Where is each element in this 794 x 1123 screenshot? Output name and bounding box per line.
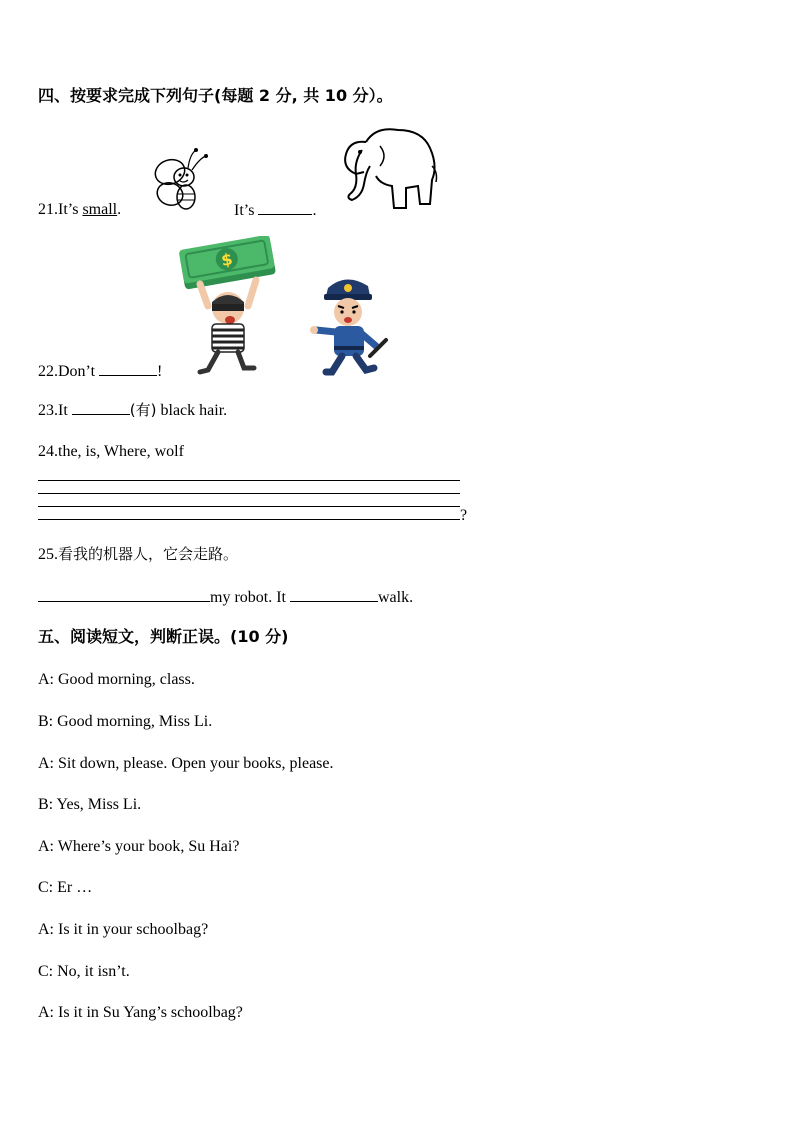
q21-answer-blank[interactable]: [258, 200, 312, 215]
svg-text:$: $: [219, 249, 235, 270]
dialogue-line: A: Sit down, please. Open your books, please.: [38, 755, 334, 772]
question-25-answer: [38, 587, 413, 608]
dialogue-line: B: Yes, Miss Li.: [38, 796, 142, 813]
question-22: [38, 361, 162, 382]
q21-part2: It’s: [234, 202, 259, 219]
question-25: [38, 544, 238, 565]
section-4-heading: 四、按要求完成下列句子(每题 2 分, 共 10 分）。: [38, 86, 393, 105]
dialogue-line: A: Good morning, class.: [38, 671, 195, 688]
dialogue-line: A: Is it in Su Yang’s schoolbag?: [38, 1004, 243, 1021]
q21-number: 21.: [38, 201, 58, 218]
q25-answer-blank-1[interactable]: [38, 587, 210, 602]
q21-part1: It’s: [58, 201, 83, 218]
dialogue-line: C: No, it isn’t.: [38, 963, 130, 980]
question-21: [38, 200, 121, 220]
q25-mid: my robot. It: [210, 589, 290, 606]
thief-with-money-illustration: [178, 236, 278, 376]
section-5-heading: 五、阅读短文，判断正误。(10 分): [38, 627, 289, 646]
question-21-answer: [234, 200, 316, 221]
q23-hint: (有): [129, 401, 157, 419]
q23-end: black hair.: [156, 402, 228, 419]
q21-adjective: small: [82, 201, 118, 218]
q25-end: walk.: [378, 589, 414, 606]
bee-illustration: [150, 142, 214, 214]
q23-start: 23.It: [38, 402, 72, 419]
q24-answer-line-4[interactable]: [38, 519, 460, 520]
q23-answer-blank[interactable]: [72, 400, 130, 415]
q24-question-mark: ?: [460, 507, 468, 524]
q25-chinese: 看我的机器人，它会走路。: [58, 545, 239, 563]
dialogue-line: B: Good morning, Miss Li.: [38, 713, 213, 730]
dialogue-line: A: Is it in your schoolbag?: [38, 921, 209, 938]
q21-dot1: .: [117, 201, 122, 218]
dialogue-line: A: Where’s your book, Su Hai?: [38, 838, 240, 855]
q22-text: 22.Don’t: [38, 363, 100, 380]
dialogue-line: C: Er …: [38, 879, 93, 896]
q24-answer-line-2[interactable]: [38, 493, 460, 494]
q24-answer-line-3[interactable]: [38, 506, 460, 507]
question-24: 24.the, is, Where, wolf: [38, 443, 184, 460]
q24-answer-line-1[interactable]: [38, 480, 460, 481]
q22-answer-blank[interactable]: [99, 361, 157, 376]
policeman-illustration: [310, 274, 394, 378]
question-23: [38, 400, 227, 421]
q22-end: !: [157, 363, 163, 380]
elephant-illustration: [336, 122, 440, 214]
q25-number: 25.: [38, 546, 58, 563]
q25-answer-blank-2[interactable]: [290, 587, 378, 602]
q21-dot2: .: [312, 202, 317, 219]
